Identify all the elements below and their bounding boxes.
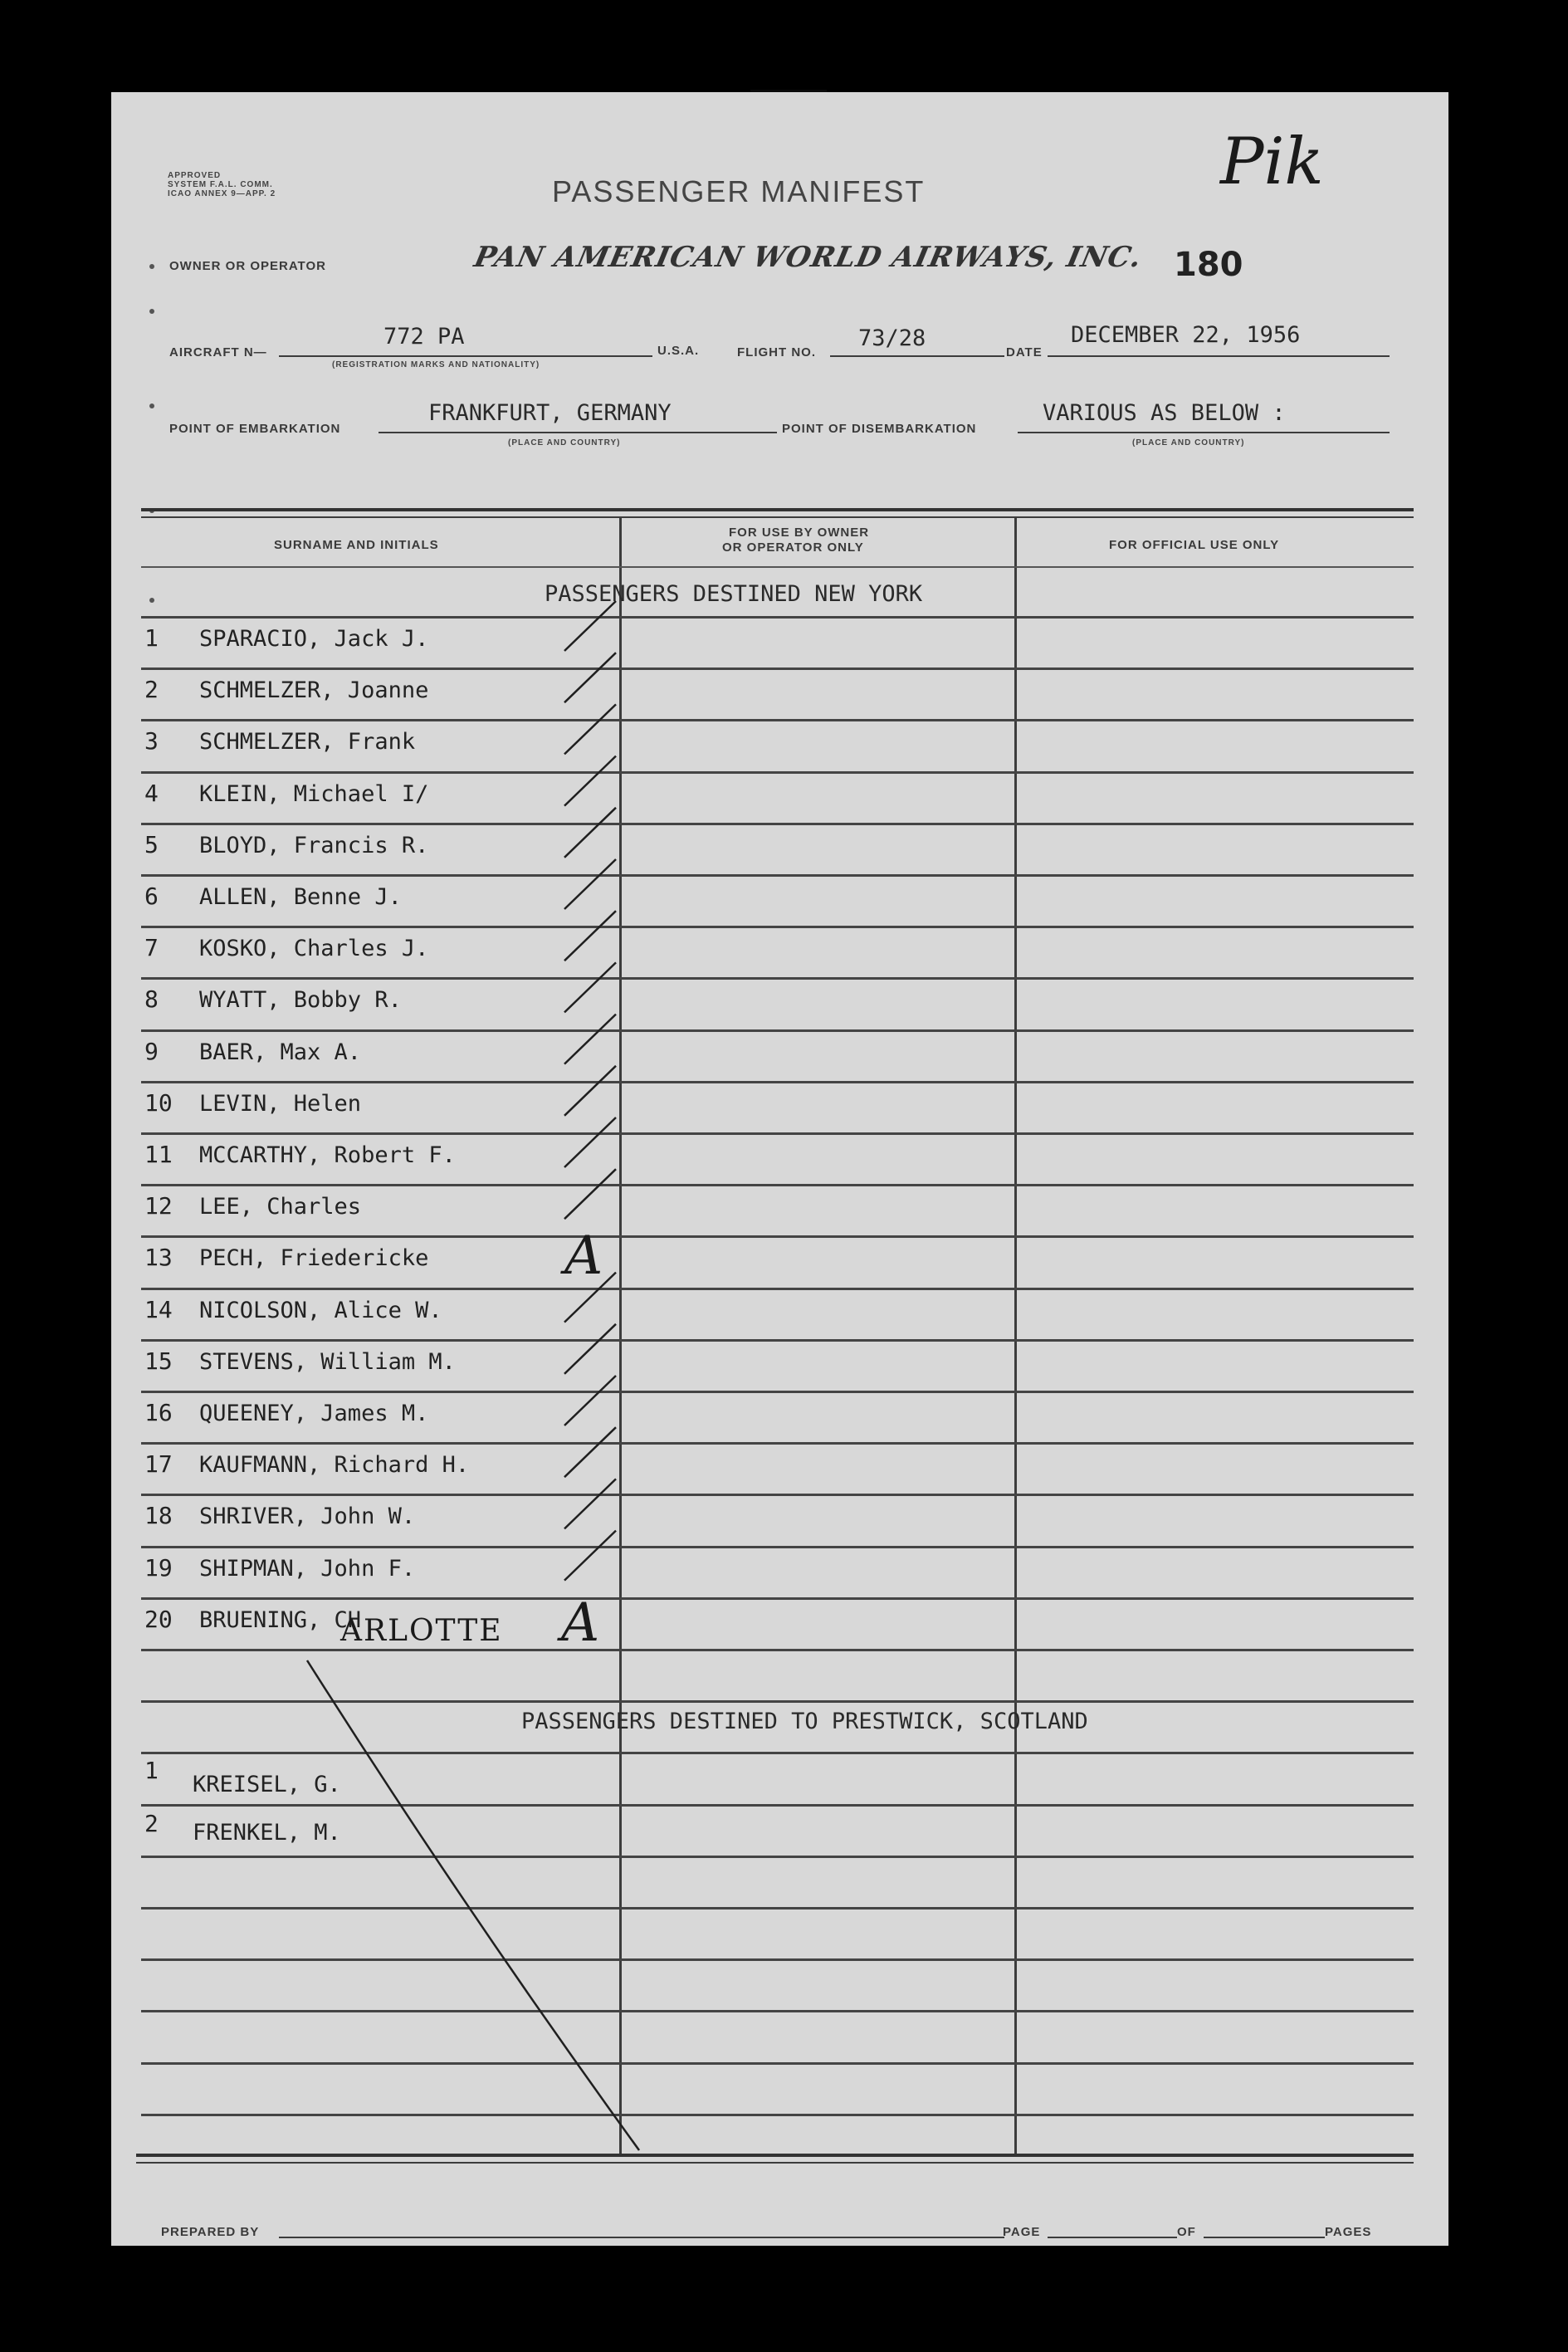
passenger-name: BLOYD, Francis R.	[199, 832, 429, 858]
row-number: 6	[144, 883, 159, 910]
cancel-diagonal-stroke	[307, 1660, 639, 2150]
handwritten-mark-a: A	[564, 1225, 603, 1287]
check-stroke	[564, 1427, 616, 1477]
check-stroke	[564, 1015, 616, 1064]
header-surname: SURNAME AND INITIALS	[274, 538, 439, 552]
passenger-name: SCHMELZER, Frank	[199, 729, 416, 755]
row-number: 9	[144, 1037, 159, 1065]
passenger-name: KREISEL, G.	[193, 1772, 341, 1797]
passenger-name: FRENKEL, M.	[193, 1820, 341, 1846]
embark-sublabel: (PLACE AND COUNTRY)	[508, 438, 621, 447]
check-stroke	[564, 704, 616, 754]
row-number: 16	[144, 1399, 173, 1426]
passenger-name: KAUFMANN, Richard H.	[199, 1452, 470, 1479]
section-prestwick: PASSENGERS DESTINED TO PRESTWICK, SCOTLAND	[521, 1709, 1088, 1734]
table-bottom-rule-2	[136, 2162, 1414, 2164]
stamp-number: 180	[1174, 246, 1243, 284]
check-stroke	[564, 1324, 616, 1374]
passenger-name: KLEIN, Michael I/	[199, 780, 429, 807]
passenger-name: NICOLSON, Alice W.	[199, 1297, 442, 1323]
of-label: OF	[1177, 2225, 1196, 2239]
handwritten-name-completion: ARLOTTE	[340, 1614, 503, 1648]
row-number: 13	[144, 1244, 173, 1272]
passenger-name: BRUENING, CH	[199, 1606, 362, 1633]
embark-label: POINT OF EMBARKATION	[169, 422, 341, 436]
passenger-name: STEVENS, William M.	[199, 1348, 456, 1375]
section-new-york: PASSENGERS DESTINED NEW YORK	[545, 581, 923, 607]
passenger-name: SCHMELZER, Joanne	[199, 677, 429, 704]
passenger-name: MCCARTHY, Robert F.	[199, 1142, 456, 1168]
passenger-name: LEE, Charles	[199, 1194, 362, 1220]
check-stroke	[564, 1169, 616, 1219]
check-stroke	[564, 653, 616, 702]
page-label: PAGE	[1003, 2225, 1041, 2239]
flight-value: 73/28	[858, 325, 926, 351]
disembark-value: VARIOUS AS BELOW :	[1043, 400, 1286, 426]
check-stroke	[564, 1117, 616, 1167]
check-stroke	[564, 1376, 616, 1425]
aircraft-sublabel: (REGISTRATION MARKS AND NATIONALITY)	[332, 360, 540, 369]
header-owner-use-2: OR OPERATOR ONLY	[722, 540, 864, 555]
row-number: 12	[144, 1192, 173, 1220]
passenger-name: KOSKO, Charles J.	[199, 936, 429, 962]
passenger-name: SPARACIO, Jack J.	[199, 626, 429, 652]
check-stroke	[564, 962, 616, 1012]
page-line	[1048, 2237, 1177, 2238]
row-number: 15	[144, 1347, 173, 1375]
prepared-by-line	[279, 2237, 1004, 2238]
owner-value: PAN AMERICAN WORLD AIRWAYS, INC.	[471, 241, 1145, 274]
date-value: DECEMBER 22, 1956	[1071, 322, 1301, 348]
embark-value: FRANKFURT, GERMANY	[428, 400, 672, 426]
row-number: 11	[144, 1141, 173, 1168]
table-bottom-rule	[136, 2154, 1414, 2157]
passenger-name: LEVIN, Helen	[199, 1090, 362, 1117]
row-number: 10	[144, 1088, 173, 1117]
row-number: 1	[144, 1757, 159, 1784]
row-number: 2	[144, 676, 159, 704]
header-owner-use-1: FOR USE BY OWNER	[729, 526, 870, 540]
check-stroke	[564, 859, 616, 909]
row-number: 8	[144, 985, 159, 1014]
passenger-name: BAER, Max A.	[199, 1039, 362, 1065]
passenger-name: SHIPMAN, John F.	[199, 1555, 416, 1582]
date-label: DATE	[1006, 345, 1043, 359]
passenger-name: PECH, Friedericke	[199, 1245, 429, 1272]
approval-line: APPROVED	[168, 171, 222, 180]
passenger-name: WYATT, Bobby R.	[199, 987, 402, 1014]
check-stroke	[564, 756, 616, 806]
row-number: 2	[144, 1810, 159, 1837]
passenger-name: QUEENEY, James M.	[199, 1401, 429, 1426]
approval-line: ICAO ANNEX 9—APP. 2	[168, 189, 276, 198]
disembark-sublabel: (PLACE AND COUNTRY)	[1132, 438, 1245, 447]
row-number: 20	[144, 1605, 173, 1633]
usa-label: U.S.A.	[657, 344, 700, 358]
disembark-label: POINT OF DISEMBARKATION	[782, 422, 977, 436]
check-stroke	[564, 1273, 616, 1323]
handwritten-corner-note: Pik	[1220, 125, 1324, 199]
row-number: 19	[144, 1553, 173, 1582]
prepared-by-label: PREPARED BY	[161, 2225, 260, 2239]
check-stroke	[564, 601, 616, 651]
passenger-name: SHRIVER, John W.	[199, 1504, 416, 1530]
of-line	[1204, 2237, 1325, 2238]
row-number: 14	[144, 1295, 173, 1323]
check-stroke	[564, 1531, 616, 1581]
aircraft-value: 772 PA	[383, 324, 465, 350]
pages-label: PAGES	[1325, 2225, 1372, 2239]
check-stroke	[564, 808, 616, 858]
check-stroke	[564, 1066, 616, 1116]
passenger-name: ALLEN, Benne J.	[199, 884, 402, 910]
header-official: FOR OFFICIAL USE ONLY	[1109, 538, 1280, 552]
row-number: 3	[144, 727, 159, 755]
row-number: 17	[144, 1450, 173, 1479]
approval-line: SYSTEM F.A.L. COMM.	[168, 180, 273, 189]
row-number: 4	[144, 779, 159, 807]
row-number: 1	[144, 624, 159, 652]
row-number: 7	[144, 934, 159, 962]
form-title: PASSENGER MANIFEST	[552, 174, 926, 208]
check-stroke	[564, 911, 616, 961]
row-number: 5	[144, 830, 159, 858]
owner-label: OWNER OR OPERATOR	[169, 259, 326, 273]
row-number: 18	[144, 1502, 173, 1530]
aircraft-label: AIRCRAFT N—	[169, 345, 267, 359]
handwritten-mark-a: A	[561, 1592, 600, 1654]
check-stroke	[564, 1479, 616, 1528]
flight-label: FLIGHT NO.	[737, 345, 816, 359]
